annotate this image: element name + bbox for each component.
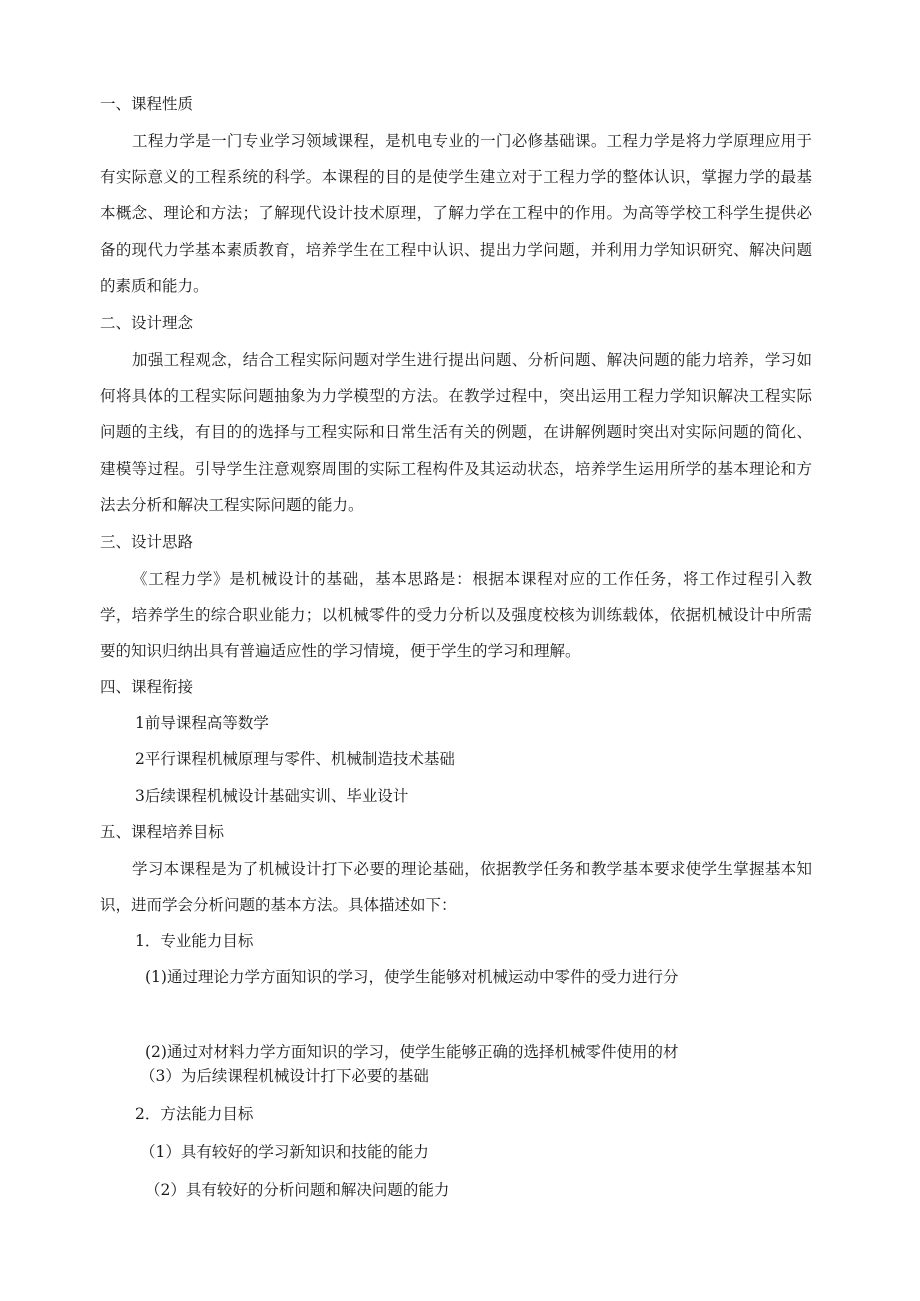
section-heading: 一、课程性质: [100, 95, 194, 113]
list-item: （3）为后续课程机械设计打下必要的基础: [140, 1067, 429, 1085]
section-heading: 四、课程衔接: [100, 678, 194, 696]
list-item: 1前导课程高等数学: [135, 714, 269, 732]
list-item: （2）具有较好的分析问题和解决问题的能力: [145, 1181, 450, 1199]
subsection-heading: 1．专业能力目标: [135, 932, 254, 950]
subsection-heading: 2．方法能力目标: [135, 1105, 254, 1123]
section-paragraph: 加强工程观念，结合工程实际问题对学生进行提出问题、分析问题、解决问题的能力培养，学习如何将具体的工程实际问题抽象为力学模型的方法。在教学过程中，突出运用工程力学知识解决工程实际问题的主线，有目的的选择与工程实际和日常生活有关的例题，在讲解例题时突出对实际问题的简化、建模等过程。引导学生注意观察周围的实际工程构件及其运动状态，培养学生运用所学的基本理论和方法去分析和解决工程实际问题的能力。: [100, 351, 812, 514]
section-paragraph: 学习本课程是为了机械设计打下必要的理论基础，依据教学任务和教学基本要求使学生掌握基本知识，进而学会分析问题的基本方法。具体描述如下：: [100, 860, 812, 915]
section-heading: 五、课程培养目标: [100, 823, 225, 841]
section-heading: 二、设计理念: [100, 314, 194, 332]
section-paragraph: 《工程力学》是机械设计的基础，基本思路是：根据本课程对应的工作任务，将工作过程引入教学，培养学生的综合职业能力；以机械零件的受力分析以及强度校核为训练载体，依据机械设计中所需要的知识归纳出具有普遍适应性的学习情境，便于学生的学习和理解。: [100, 570, 812, 661]
list-item: (1)通过理论力学方面知识的学习，使学生能够对机械运动中零件的受力进行分: [145, 968, 679, 986]
list-item: 2平行课程机械原理与零件、机械制造技术基础: [135, 750, 455, 768]
list-item: （1）具有较好的学习新知识和技能的能力: [140, 1143, 429, 1161]
section-heading: 三、设计思路: [100, 533, 194, 551]
section-paragraph: 工程力学是一门专业学习领域课程，是机电专业的一门必修基础课。工程力学是将力学原理应用于有实际意义的工程系统的科学。本课程的目的是使学生建立对于工程力学的整体认识，掌握力学的最基本概念、理论和方法；了解现代设计技术原理，了解力学在工程中的作用。为高等学校工科学生提供必备的现代力学基本素质教育，培养学生在工程中认识、提出力学问题，并利用力学知识研究、解决问题的素质和能力。: [100, 132, 812, 295]
list-item: (2)通过对材料力学方面知识的学习，使学生能够正确的选择机械零件使用的材: [145, 1043, 679, 1061]
list-item: 3后续课程机械设计基础实训、毕业设计: [135, 787, 409, 805]
